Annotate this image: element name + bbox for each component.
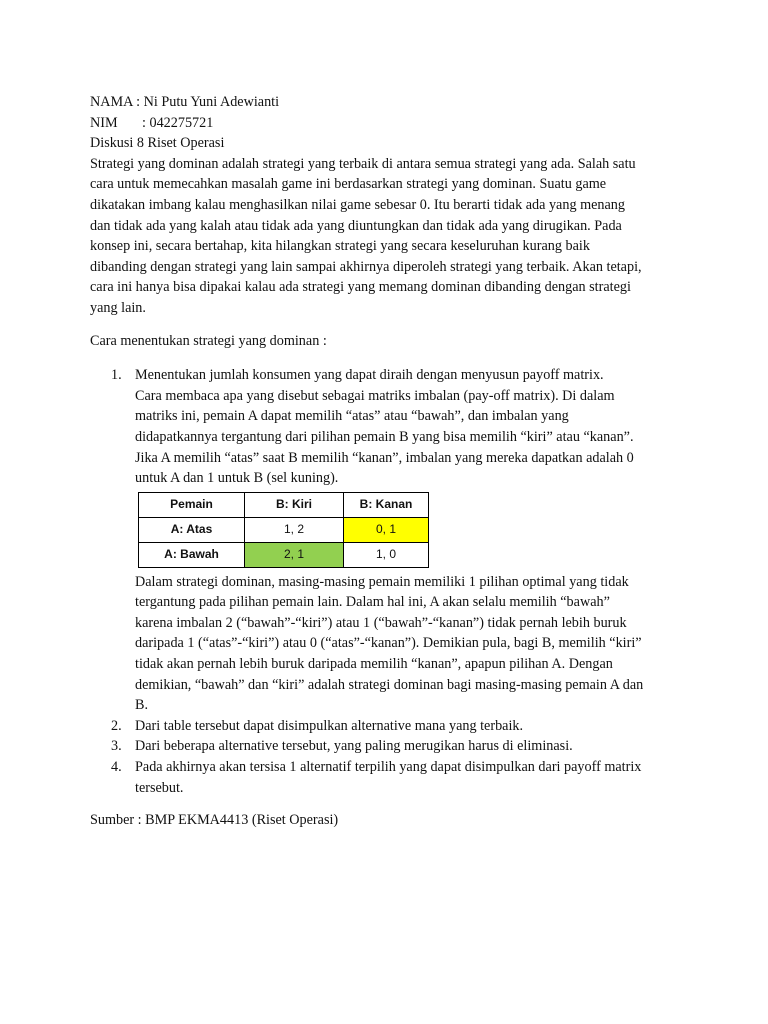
- table-header-cell: B: Kiri: [245, 492, 344, 517]
- list-item: [90, 365, 680, 716]
- table-row: [139, 517, 429, 542]
- step-line: untuk A dan 1 untuk B (sel kuning).: [135, 470, 339, 487]
- list-item: [90, 757, 680, 798]
- step-line: Jika A memilih “atas” saat B memilih “kanan”, imbalan yang mereka dapatkan adalah 0: [135, 449, 634, 466]
- intro-line: dan tidak ada yang kalah atau tidak ada yang diuntungkan dan tidak ada yang dirugikan. Pada: [90, 217, 622, 234]
- table-header-cell: Pemain: [139, 492, 245, 517]
- list-number: 1.: [111, 367, 122, 384]
- document-title: Diskusi 8 Riset Operasi: [90, 135, 225, 152]
- table-cell: 1, 2: [245, 517, 344, 542]
- step-line: matriks ini, pemain A dapat memilih “atas” atau “bawah”, dan imbalan yang: [135, 408, 569, 425]
- step-line: Pada akhirnya akan tersisa 1 alternatif terpilih yang dapat disimpulkan dari payoff matrix: [135, 759, 642, 776]
- table-cell: A: Bawah: [139, 542, 245, 567]
- table-cell-highlight-green: 2, 1: [245, 542, 344, 567]
- document-page: [90, 92, 680, 831]
- table-cell-highlight-yellow: 0, 1: [344, 517, 429, 542]
- list-number: 4.: [111, 759, 122, 776]
- list-number: 2.: [111, 717, 122, 734]
- step-line: demikian, “bawah” dan “kiri” adalah strategi dominan bagi masing-masing pemain A dan: [135, 676, 644, 693]
- step-line: tersebut.: [135, 779, 184, 796]
- step-line: Cara membaca apa yang disebut sebagai matriks imbalan (pay-off matrix). Di dalam: [135, 387, 615, 404]
- intro-line: yang lain.: [90, 299, 146, 316]
- intro-line: dibanding dengan strategi yang lain sampai akhirnya diperoleh strategi yang terbaik. Akan tetapi,: [90, 258, 642, 275]
- table-header-row: [139, 492, 429, 517]
- step-line: daripada 1 (“atas”-“kiri”) atau 0 (“atas”-“kanan”). Demikian pula, bagi B, memilih “kiri”: [135, 635, 642, 652]
- cara-title: Cara menentukan strategi yang dominan :: [90, 332, 327, 349]
- source-citation: Sumber : BMP EKMA4413 (Riset Operasi): [90, 812, 339, 829]
- step-line: Dari table tersebut dapat disimpulkan alternative mana yang terbaik.: [135, 717, 524, 734]
- step-line: karena imbalan 2 (“bawah”-“kiri”) atau 1 (“bawah”-“kanan”) tidak pernah lebih buruk: [135, 614, 627, 631]
- intro-line: dikatakan imbang kalau menghasilkan nilai game sebesar 0. Itu berarti tidak ada yang menang: [90, 196, 625, 213]
- intro-line: cara ini hanya bisa dipakai kalau ada strategi yang memang dominan dibanding dengan strategi: [90, 279, 631, 296]
- intro-paragraph: [90, 154, 680, 319]
- list-number: 3.: [111, 738, 122, 755]
- nim-label: NIM: [90, 114, 118, 131]
- table-row: [139, 542, 429, 567]
- step-line: tergantung pada pilihan pemain lain. Dalam hal ini, A akan selalu memilih “bawah”: [135, 594, 610, 611]
- table-cell: 1, 0: [344, 542, 429, 567]
- table-cell: A: Atas: [139, 517, 245, 542]
- payoff-matrix-table: [138, 492, 429, 568]
- step-line: Dari beberapa alternative tersebut, yang paling merugikan harus di eliminasi.: [135, 738, 573, 755]
- table-header-cell: B: Kanan: [344, 492, 429, 517]
- step-line: didapatkannya tergantung dari pilihan pemain B yang bisa memilih “kiri” atau “kanan”.: [135, 428, 634, 445]
- list-item: [90, 716, 680, 737]
- step-line: Dalam strategi dominan, masing-masing pemain memiliki 1 pilihan optimal yang tidak: [135, 573, 629, 590]
- nim-value: : 042275721: [142, 114, 214, 131]
- step-line: Menentukan jumlah konsumen yang dapat diraih dengan menyusun payoff matrix.: [135, 367, 604, 384]
- student-name: NAMA : Ni Putu Yuni Adewianti: [90, 94, 280, 110]
- student-nim: [90, 113, 680, 134]
- list-item: [90, 736, 680, 757]
- step-line: tidak akan pernah lebih buruk daripada memilih “kanan”, apapun pilihan A. Dengan: [135, 656, 613, 673]
- steps-list: [90, 365, 680, 798]
- intro-line: konsep ini, secara bertahap, kita hilangkan strategi yang secara keseluruhan kurang baik: [90, 238, 590, 255]
- step-line: B.: [135, 697, 149, 714]
- intro-line: cara untuk memecahkan masalah game ini berdasarkan strategi yang dominan. Suatu game: [90, 176, 607, 193]
- intro-line: Strategi yang dominan adalah strategi yang terbaik di antara semua strategi yang ada. Salah satu: [90, 155, 636, 172]
